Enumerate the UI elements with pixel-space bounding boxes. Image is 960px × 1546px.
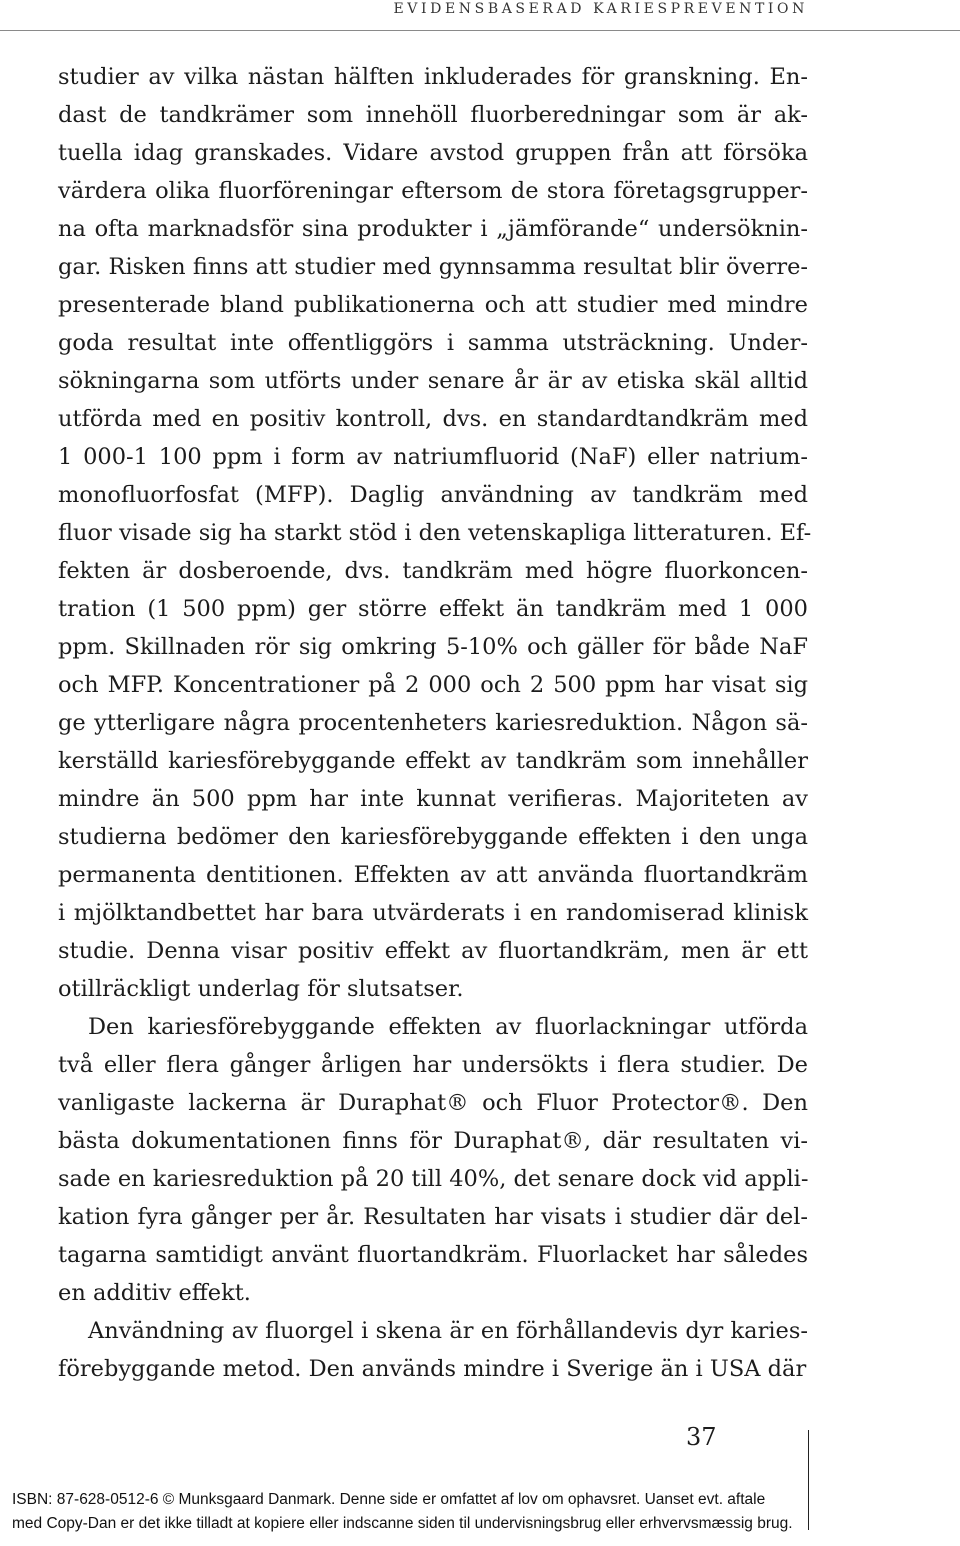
text-line: 1 000-1 100 ppm i form av natriumfluorid (NaF) eller natrium- xyxy=(58,444,808,470)
text-line: mindre än 500 ppm har inte kunnat verifieras. Majoriteten av xyxy=(58,786,808,812)
text-line: monofluorfosfat (MFP). Daglig användning av tandkräm med xyxy=(58,482,808,508)
body-text xyxy=(58,58,812,1388)
text-line: i mjölktandbettet har bara utvärderats i en randomiserad klinisk xyxy=(58,900,808,926)
text-line: en additiv effekt. xyxy=(58,1280,251,1306)
text-line: otillräckligt underlag för slutsatser. xyxy=(58,976,464,1002)
text-line: utförda med en positiv kontroll, dvs. en standardtandkräm med xyxy=(58,406,808,432)
running-header xyxy=(0,0,960,31)
text-line: sade en kariesreduktion på 20 till 40%, det senare dock vid appli- xyxy=(58,1166,809,1192)
text-line: dast de tandkrämer som innehöll fluorberedningar som är ak- xyxy=(58,102,808,128)
text-line: studierna bedömer den kariesförebyggande effekten i den unga xyxy=(58,824,808,850)
text-line: kerställd kariesförebyggande effekt av tandkräm som innehåller xyxy=(58,748,808,774)
running-title: EVIDENSBASERAD KARIESPREVENTION xyxy=(393,1,808,17)
text-line: fekten är dosberoende, dvs. tandkräm med högre fluorkoncen- xyxy=(58,558,808,584)
footer-line-2: med Copy-Dan er det ikke tilladt at kopiere eller indscanne siden til undervisningsbrug eller erhvervsmæssig brug. xyxy=(12,1515,793,1532)
text-line: studie. Denna visar positiv effekt av fluortandkräm, men är ett xyxy=(58,938,808,964)
text-line: kation fyra gånger per år. Resultaten har visats i studier där del- xyxy=(58,1204,808,1230)
text-line: goda resultat inte offentliggörs i samma utsträckning. Under- xyxy=(58,330,808,356)
paragraph-1 xyxy=(58,58,812,1008)
text-line: två eller flera gånger årligen har undersökts i flera studier. De xyxy=(58,1052,808,1078)
paragraph-2 xyxy=(58,1008,808,1312)
text-line: Användning av fluorgel i skena är en förhållandevis dyr karies- xyxy=(88,1318,808,1344)
text-line: vanligaste lackerna är Duraphat® och Fluor Protector®. Den xyxy=(58,1090,808,1116)
text-line: ge ytterligare några procentenheters kariesreduktion. Någon sä- xyxy=(58,710,808,736)
text-line: Den kariesförebyggande effekten av fluorlackningar utförda xyxy=(88,1014,808,1040)
page-number: 37 xyxy=(686,1423,717,1451)
text-line: värdera olika fluorföreningar eftersom de stora företagsgrupper- xyxy=(58,178,808,204)
text-line: bästa dokumentationen finns för Duraphat®, där resultaten vi- xyxy=(58,1128,808,1154)
text-line: presenterade bland publikationerna och att studier med mindre xyxy=(58,292,808,318)
text-line: tagarna samtidigt använt fluortandkräm. Fluorlacket har således xyxy=(58,1242,808,1268)
text-line: sökningarna som utförts under senare år är av etiska skäl alltid xyxy=(58,368,808,394)
text-line: gar. Risken finns att studier med gynnsamma resultat blir överre- xyxy=(58,254,808,280)
text-line: studier av vilka nästan hälften inkluderades för granskning. En- xyxy=(58,64,808,90)
text-line: tration (1 500 ppm) ger större effekt än tandkräm med 1 000 xyxy=(58,596,808,622)
copyright-footer xyxy=(12,1488,952,1536)
text-line: och MFP. Koncentrationer på 2 000 och 2 500 ppm har visat sig xyxy=(58,672,808,698)
text-line: tuella idag granskades. Vidare avstod gruppen från att försöka xyxy=(58,140,808,166)
text-line: ppm. Skillnaden rör sig omkring 5-10% och gäller för både NaF xyxy=(58,634,808,660)
text-line: förebyggande metod. Den används mindre i Sverige än i USA där xyxy=(58,1356,807,1382)
paragraph-3 xyxy=(58,1312,808,1388)
text-line: fluor visade sig ha starkt stöd i den vetenskapliga litteraturen. Ef- xyxy=(58,520,812,546)
text-line: na ofta marknadsför sina produkter i „jämförande“ undersöknin- xyxy=(58,216,808,242)
text-line: permanenta dentitionen. Effekten av att använda fluortandkräm xyxy=(58,862,808,888)
footer-line-1: ISBN: 87-628-0512-6 © Munksgaard Danmark. Denne side er omfattet af lov om ophavsret. Uanset evt. aftale xyxy=(12,1491,766,1508)
